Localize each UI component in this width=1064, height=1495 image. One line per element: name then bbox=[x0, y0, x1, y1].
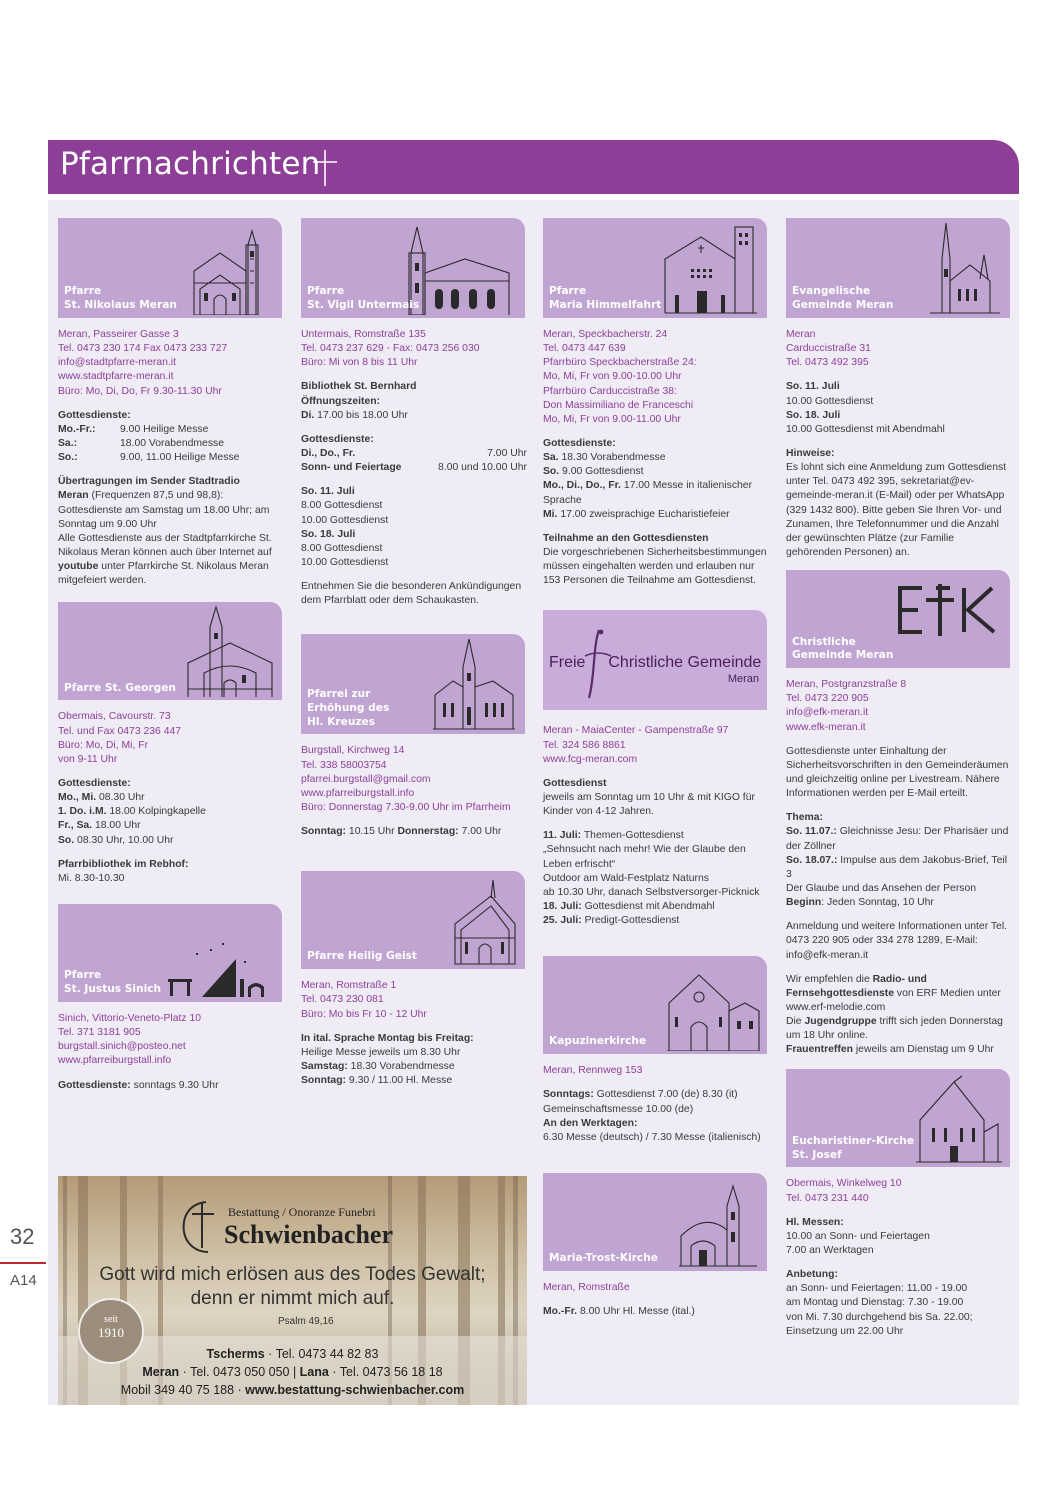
parish-header-josef bbox=[786, 1069, 1010, 1167]
parish-title: Gemeinde Meran bbox=[792, 649, 894, 662]
ad-contact: Mobil 349 40 75 188 · www.bestattung-schwienbacher.com bbox=[120, 1383, 465, 1397]
header-banner bbox=[48, 140, 1019, 194]
office-hours: Büro: Donnerstag 7.30-9.00 Uhr im Pfarrheim bbox=[301, 801, 511, 813]
note-text: Entnehmen Sie die besonderen Ankündigungen dem Pfarrblatt oder dem Schaukasten. bbox=[301, 581, 522, 607]
parish-header-nikolaus bbox=[58, 218, 282, 318]
page-title: Pfarrnachrichten bbox=[60, 146, 321, 182]
phone: Tel. 338 58003754 bbox=[301, 759, 387, 771]
parish-header-geist bbox=[301, 871, 525, 969]
address: Meran, Postgranzstraße 8 bbox=[786, 679, 907, 691]
service-line: Sa. 18.30 Vorabendmesse bbox=[543, 452, 666, 464]
parish-title: Hl. Kreuzes bbox=[307, 715, 376, 728]
parish-title: Pfarre Heilig Geist bbox=[307, 950, 417, 963]
service-line: So. 9.00 Gottesdienst bbox=[543, 466, 644, 478]
ad-psalm: Psalm 49,16 bbox=[278, 1316, 334, 1327]
website-link[interactable]: www.efk-meran.it bbox=[786, 721, 866, 733]
parish-title: Pfarre bbox=[307, 285, 345, 298]
address: Carduccistraße 31 bbox=[786, 343, 871, 355]
ad-website-link[interactable]: www.bestattung-schwienbacher.com bbox=[245, 1383, 465, 1397]
phone: Tel. 0473 492 395 bbox=[786, 357, 869, 369]
parish-title: Pfarre bbox=[64, 969, 102, 982]
phone: Tel. 0473 220 905 bbox=[786, 693, 869, 705]
cross-icon bbox=[310, 148, 340, 188]
service-line: Samstag: 18.30 Vorabendmesse bbox=[301, 1060, 455, 1072]
office-hours: Mo, Mi, Fr von 9.00-10.00 Uhr bbox=[543, 371, 682, 383]
page-number: 32 bbox=[10, 1224, 35, 1249]
service-line: So. 08.30 Uhr, 10.00 Uhr bbox=[58, 834, 174, 846]
email-link[interactable]: info@stadtpfarre-meran.it bbox=[58, 357, 176, 369]
phone: Tel. 0473 231 440 bbox=[786, 1192, 869, 1204]
adoration-line: von Mi. 7.30 durchgehend bis Sa. 22.00; bbox=[786, 1311, 973, 1323]
service-line: 10.00 Gottesdienst mit Abendmahl bbox=[786, 423, 945, 435]
office-info: Pfarrbüro Speckbacherstraße 24: bbox=[543, 357, 697, 369]
event-line: Outdoor am Wald-Festplatz Naturns bbox=[543, 872, 709, 884]
section-heading: Gottesdienste: bbox=[58, 409, 131, 421]
fcg-logo-text: Freie bbox=[549, 654, 586, 672]
service-line: Sonntags: Gottesdienst 7.00 (de) 8.30 (it) bbox=[543, 1089, 738, 1101]
service-line: 10.00 Gottesdienst bbox=[301, 556, 389, 568]
ad-quote: Gott wird mich erlösen aus des Todes Gewalt; bbox=[99, 1264, 486, 1285]
parish-header-maria bbox=[543, 218, 767, 318]
section-heading: Gottesdienste: bbox=[543, 437, 616, 449]
address: Meran, Romstraße 1 bbox=[301, 980, 397, 992]
service-line: Gottesdienste: sonntags 9.30 Uhr bbox=[58, 1079, 219, 1091]
parish-title: Kapuzinerkirche bbox=[549, 1035, 647, 1048]
section-heading: Hl. Messen: bbox=[786, 1216, 844, 1228]
fcg-logo-text: Christliche Gemeinde bbox=[608, 654, 762, 672]
ad-subtitle: Bestattung / Onoranze Funebri bbox=[228, 1205, 376, 1219]
service-line: Mi. 17.00 zweisprachige Eucharistiefeier bbox=[543, 508, 730, 520]
service-line: 10.00 an Sonn- und Feiertagen bbox=[786, 1230, 930, 1242]
section-heading: Pfarrbibliothek im Rebhof: bbox=[58, 858, 189, 870]
section-heading: Öffnungszeiten: bbox=[301, 395, 381, 407]
notice-text: Gottesdienste unter Einhaltung der Sicherheitsvorschriften in den Gemeinderäumen und gleichzeitig online per Livestream. Nähere Informationen werden per E-Mail erteilt. bbox=[786, 745, 1009, 800]
fcg-logo-text: Meran bbox=[727, 673, 759, 686]
adoration-line: am Montag und Dienstag: 7.30 - 19.00 bbox=[786, 1297, 964, 1309]
phone: Tel. und Fax 0473 236 447 bbox=[58, 725, 182, 737]
email-link[interactable]: burgstall.sinich@posteo.net bbox=[58, 1041, 186, 1053]
office-hours: Büro: Mo, Di, Do, Fr 9.30-11.30 Uhr bbox=[58, 385, 222, 397]
address: Untermais, Romstraße 135 bbox=[301, 329, 426, 340]
parish-title: Pfarre St. Georgen bbox=[64, 681, 176, 694]
phone: Tel. 0473 230 081 bbox=[301, 994, 384, 1006]
service-time: 18.00 Vorabendmesse bbox=[120, 437, 224, 449]
website-link[interactable]: www.stadtpfarre-meran.it bbox=[58, 371, 174, 383]
office-hours: Büro: Mo, Di, Mi, Fr bbox=[58, 739, 149, 751]
church-icon bbox=[184, 603, 276, 697]
address: Meran bbox=[786, 329, 816, 340]
section-heading: Hinweise: bbox=[786, 447, 835, 459]
phone: Tel. 0473 230 174 Fax 0473 233 727 bbox=[58, 343, 228, 355]
library-hours: Mi. 8.30-10.30 bbox=[58, 872, 125, 884]
event-line: ab 10.30 Uhr, danach Selbstversorger-Picknick bbox=[543, 886, 760, 898]
column-3 bbox=[543, 218, 769, 1319]
church-icon bbox=[429, 637, 519, 731]
website-link[interactable]: www.pfarreiburgstall.info bbox=[58, 1055, 172, 1067]
page-divider bbox=[0, 1262, 46, 1264]
parish-header-evang bbox=[786, 218, 1010, 318]
service-line: Mo.-Fr. 8.00 Uhr Hl. Messe (ital.) bbox=[543, 1306, 695, 1318]
topic-line: So. 11.07.: Gleichnisse Jesu: Der Pharisäer und der Zöllner bbox=[786, 826, 1009, 852]
service-line: Mo., Mi. 08.30 Uhr bbox=[58, 792, 145, 804]
church-icon bbox=[914, 1074, 1004, 1164]
ad-contact: Meran · Tel. 0473 050 050 | Lana · Tel. 0473 56 18 18 bbox=[142, 1365, 443, 1379]
parish-header-kreuz bbox=[301, 634, 525, 734]
church-icon bbox=[928, 219, 1004, 315]
seal-year: 1910 bbox=[98, 1325, 124, 1340]
broadcast-text: Alle Gottesdienste aus der Stadtpfarrkirche St. Nikolaus Meran können auch über Internet auf youtube unter Pfarrkirche St. Nikolaus Meran mitgefeiert werden. bbox=[58, 532, 272, 587]
email-link[interactable]: pfarrei.burgstall@gmail.com bbox=[301, 773, 431, 785]
service-line: Heilige Messe jeweils um 8.30 Uhr bbox=[301, 1046, 461, 1058]
service-line: Mo., Di., Do., Fr. 17.00 Messe in italienischer Sprache bbox=[543, 480, 753, 506]
section-heading: Gottesdienste: bbox=[58, 777, 131, 789]
parish-title: Pfarre bbox=[64, 285, 102, 298]
service-time: 9.00, 11.00 Heilige Messe bbox=[120, 452, 240, 464]
notice-text: Es lohnt sich eine Anmeldung zum Gottesdienst unter Tel. 0473 492 395, sekretariat@ev-gemeinde-meran.it (E-Mail) oder per WhatsApp (329 1432 800). Bitte geben Sie Ihren Vor- und Zunamen, Ihre Telefonnummer und die Anzahl der gewünschten Plätze (zur Familie gehörenden Personen) an. bbox=[786, 462, 1007, 558]
office-hours: Büro: Mo bis Fr 10 - 12 Uhr bbox=[301, 1008, 427, 1020]
address: Meran, Romstraße bbox=[543, 1281, 630, 1293]
service-line: 6.30 Messe (deutsch) / 7.30 Messe (italienisch) bbox=[543, 1131, 761, 1143]
service-time: 9.00 Heilige Messe bbox=[120, 423, 209, 435]
adoration-line: an Sonn- und Feiertagen: 11.00 - 19.00 bbox=[786, 1283, 968, 1295]
church-icon bbox=[665, 967, 761, 1051]
event-line: „Sehnsucht nach mehr! Wie der Glaube den Leben erfrischt“ bbox=[543, 844, 746, 870]
parish-header-efk bbox=[786, 570, 1010, 668]
service-day: Sa.: bbox=[58, 437, 78, 449]
cross-logo-icon bbox=[178, 1198, 222, 1254]
section-heading: Thema: bbox=[786, 812, 823, 824]
column-1 bbox=[58, 218, 284, 1093]
section-heading: In ital. Sprache Montag bis Freitag: bbox=[301, 1032, 474, 1044]
section-heading: An den Werktagen: bbox=[543, 1117, 638, 1129]
parish-title: St. Justus Sinich bbox=[64, 983, 162, 996]
phone: Tel. 0473 447 639 bbox=[543, 343, 626, 355]
service-day: Mo.-Fr.: bbox=[58, 423, 96, 435]
website-link[interactable]: www.pfarreiburgstall.info bbox=[301, 787, 415, 799]
media-text: Wir empfehlen die Radio- und Fernsehgottesdienste von ERF Medien unter www.erf-melodie.com Die Jugendgruppe trifft sich jeden Donnerstag um 18 Uhr online. Frauentreffen jeweils am Dienstag um 9 Uhr bbox=[786, 973, 1003, 1056]
address: Meran, Passeirer Gasse 3 bbox=[58, 329, 179, 340]
parish-header-trost bbox=[543, 1173, 767, 1271]
service-line: Sonntag: 9.30 / 11.00 Hl. Messe bbox=[301, 1075, 453, 1087]
parish-title: St. Vigil Untermais bbox=[307, 299, 420, 312]
topic-line: Beginn: Jeden Sonntag, 10 Uhr bbox=[786, 897, 934, 909]
service-day: So.: bbox=[58, 452, 78, 464]
service-text: jeweils am Sonntag um 10 Uhr & mit KIGO für Kinder von 4-12 Jahren. bbox=[543, 791, 755, 818]
event-line: 25. Juli: Predigt-Gottesdienst bbox=[543, 915, 680, 927]
section-heading: Gottesdienste: bbox=[301, 433, 374, 445]
address: Obermais, Winkelweg 10 bbox=[786, 1178, 902, 1190]
parish-title: Gemeinde Meran bbox=[792, 299, 894, 312]
date-heading: So. 18. Juli bbox=[301, 528, 356, 540]
column-2 bbox=[301, 218, 527, 1088]
notice-text: Die vorgeschriebenen Sicherheitsbestimmungen müssen eingehalten werden und erlauben nur 153 Personen die Teilnahme am Gottesdienst. bbox=[543, 546, 767, 587]
library-hours: Di. 17.00 bis 18.00 Uhr bbox=[301, 409, 408, 421]
ad-contact: Tscherms · Tel. 0473 44 82 83 bbox=[206, 1347, 379, 1361]
event-line: 11. Juli: Themen-Gottesdienst bbox=[543, 830, 684, 842]
date-heading: So. 18. Juli bbox=[786, 409, 841, 421]
topic-line: So. 18.07.: Impulse aus dem Jakobus-Brief, Teil 3 bbox=[786, 854, 1008, 880]
service-line: 1. Do. i.M. 18.00 Kolpingkapelle bbox=[58, 806, 206, 818]
church-icon bbox=[661, 223, 761, 315]
website-link[interactable]: www.fcg-meran.com bbox=[543, 753, 638, 765]
address: Meran, Speckbacherstr. 24 bbox=[543, 329, 668, 340]
office-hours: von 9-11 Uhr bbox=[58, 753, 118, 765]
service-line: 10.00 Gottesdienst bbox=[301, 514, 389, 526]
service-line: Sonntag: 10.15 Uhr Donnerstag: 7.00 Uhr bbox=[301, 826, 502, 838]
registration-text: Anmeldung und weitere Informationen unter Tel. 0473 220 905 oder 334 278 1289, E-Mail: info@efk-meran.it bbox=[786, 921, 1008, 961]
parish-header-justus bbox=[58, 904, 282, 1002]
parish-title: St. Nikolaus Meran bbox=[64, 299, 177, 312]
office-hours: Büro: Mi von 8 bis 11 Uhr bbox=[301, 357, 418, 369]
phone: Tel. 324 586 8861 bbox=[543, 739, 626, 751]
email-link[interactable]: info@efk-meran.it bbox=[786, 707, 869, 719]
address: Sinich, Vittorio-Veneto-Platz 10 bbox=[58, 1012, 202, 1024]
address: Meran, Rennweg 153 bbox=[543, 1065, 643, 1077]
parish-title: Christliche bbox=[792, 635, 856, 648]
section-heading: Anbetung: bbox=[786, 1269, 838, 1281]
parish-title: Evangelische bbox=[792, 285, 871, 298]
section-heading: Teilnahme an den Gottesdiensten bbox=[543, 532, 709, 544]
phone: Tel. 371 3181 905 bbox=[58, 1027, 141, 1039]
broadcast-text: Meran (Frequenzen 87,5 und 98,8): Gottesdienste am Samstag um 18.00 Uhr; am Sonntag um 9.00 Uhr bbox=[58, 490, 270, 530]
section-heading: Übertragungen im Sender Stadtradio bbox=[58, 476, 240, 488]
office-info: Don Massimiliano de Franceschi bbox=[543, 399, 694, 411]
service-line: 10.00 Gottesdienst bbox=[786, 395, 874, 407]
church-icon bbox=[675, 1182, 761, 1268]
parish-title: Eucharistiner-Kirche bbox=[792, 1134, 915, 1147]
service-line: 8.00 Gottesdienst bbox=[301, 500, 383, 512]
address: Obermais, Cavourstr. 73 bbox=[58, 711, 171, 723]
funeral-advertisement bbox=[58, 1176, 527, 1405]
church-icon bbox=[451, 878, 519, 966]
parish-title: Maria-Trost-Kirche bbox=[549, 1252, 658, 1265]
parish-title: Erhöhung des bbox=[307, 701, 390, 714]
parish-title: Pfarrei zur bbox=[307, 688, 371, 701]
efk-logo-icon bbox=[892, 582, 1002, 638]
seal-text: seit bbox=[104, 1314, 118, 1325]
parish-title: Maria Himmelfahrt bbox=[549, 299, 662, 312]
fcg-logo bbox=[543, 610, 767, 710]
address: Meran - MaiaCenter - Gampenstraße 97 bbox=[543, 725, 729, 737]
service-line: Di., Do., Fr. 7.00 Uhr bbox=[301, 447, 527, 459]
date-heading: So. 11. Juli bbox=[301, 486, 355, 498]
service-line: Sonn- und Feiertage 8.00 und 10.00 Uhr bbox=[301, 462, 527, 474]
parish-header-vigil bbox=[301, 218, 525, 318]
address: Burgstall, Kirchweg 14 bbox=[301, 745, 405, 757]
event-line: 18. Juli: Gottesdienst mit Abendmahl bbox=[543, 900, 715, 912]
phone: Tel. 0473 237 629 - Fax: 0473 256 030 bbox=[301, 343, 480, 355]
section-heading: Gottesdienst bbox=[543, 777, 607, 789]
service-line: Gemeinschaftsmesse 10.00 (de) bbox=[543, 1103, 694, 1115]
church-icon bbox=[186, 223, 276, 315]
adoration-line: Einsetzung um 22.00 Uhr bbox=[786, 1325, 904, 1337]
church-icon bbox=[166, 939, 276, 999]
office-hours: Mo, Mi, Fr von 9.00-11.00 Uhr bbox=[543, 413, 681, 425]
section-heading: Bibliothek St. Bernhard bbox=[301, 381, 417, 393]
ad-quote: denn er nimmt mich auf. bbox=[190, 1288, 395, 1309]
office-info: Pfarrbüro Carduccistraße 38: bbox=[543, 385, 677, 397]
parish-title: St. Josef bbox=[792, 1148, 842, 1161]
parish-header-georgen bbox=[58, 602, 282, 700]
date-heading: So. 11. Juli bbox=[786, 381, 840, 393]
topic-line: Der Glaube und das Ansehen der Person bbox=[786, 882, 977, 894]
column-4 bbox=[786, 218, 1012, 1339]
parish-title: Pfarre bbox=[549, 285, 587, 298]
service-line: 8.00 Gottesdienst bbox=[301, 542, 383, 554]
service-line: 7.00 an Werktagen bbox=[786, 1245, 874, 1257]
ad-company-name: Schwienbacher bbox=[224, 1220, 393, 1249]
page-code: A14 bbox=[10, 1272, 37, 1289]
parish-header-kapuziner bbox=[543, 956, 767, 1054]
service-line: Fr., Sa. 18.00 Uhr bbox=[58, 820, 141, 832]
